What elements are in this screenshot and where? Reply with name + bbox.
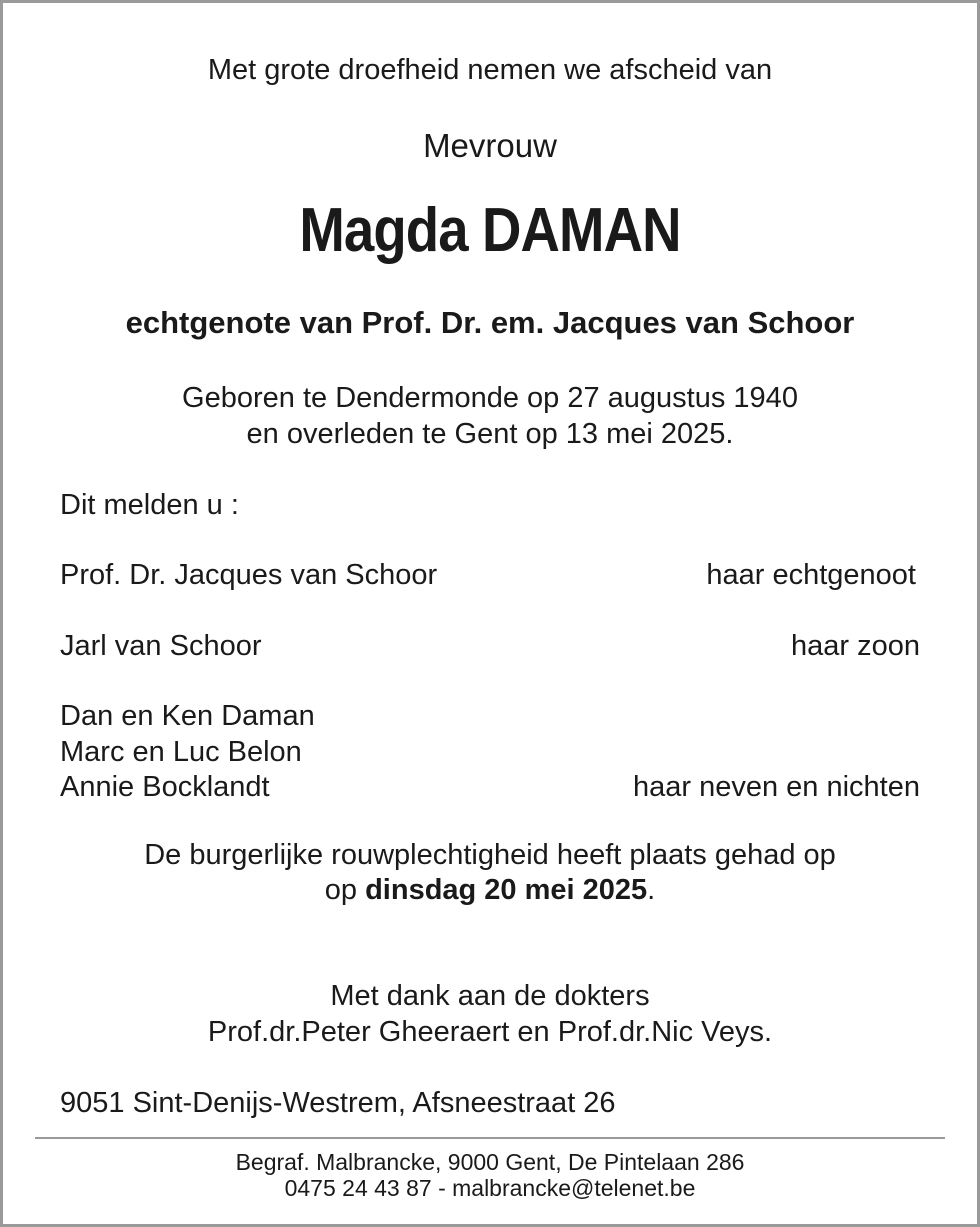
- thanks-line: Met dank aan de dokters: [330, 980, 650, 1012]
- family-member-name: Marc en Luc Belon: [60, 736, 302, 768]
- honorific-title: Mevrouw: [423, 127, 557, 164]
- undertaker-line: Begraf. Malbrancke, 9000 Gent, De Pintelaan 286: [235, 1149, 745, 1175]
- family-member-name: Jarl van Schoor: [60, 630, 262, 662]
- address: 9051 Sint-Denijs-Westrem, Afsneestraat 26: [60, 1087, 616, 1119]
- family-member-name: Dan en Ken Daman: [60, 700, 315, 732]
- family-member-relation: haar zoon: [791, 630, 920, 662]
- footer-divider: [35, 1137, 945, 1139]
- deceased-name: Magda DAMAN: [299, 196, 681, 265]
- announced-by-label: Dit melden u :: [60, 489, 239, 521]
- undertaker-contact: 0475 24 43 87 - malbrancke@telenet.be: [284, 1175, 696, 1201]
- ceremony-suffix: .: [647, 874, 656, 906]
- family-member-name: Prof. Dr. Jacques van Schoor: [60, 559, 438, 591]
- ceremony-prefix: op: [324, 874, 366, 906]
- spouse-line: echtgenote van Prof. Dr. em. Jacques van Schoor: [125, 305, 855, 340]
- family-member-name: Annie Bocklandt: [60, 771, 270, 803]
- family-member-relation: haar echtgenoot: [706, 559, 916, 591]
- ceremony-line: De burgerlijke rouwplechtigheid heeft plaats gehad op: [144, 839, 836, 871]
- intro-text: Met grote droefheid nemen we afscheid van: [207, 54, 773, 86]
- death-line: en overleden te Gent op 13 mei 2025.: [246, 418, 734, 450]
- birth-line: Geboren te Dendermonde op 27 augustus 1940: [182, 382, 798, 414]
- ceremony-date-line: [0, 872, 980, 908]
- ceremony-date: dinsdag 20 mei 2025: [365, 874, 648, 906]
- family-member-relation: haar neven en nichten: [633, 771, 920, 803]
- thanks-doctors: Prof.dr.Peter Gheeraert en Prof.dr.Nic Veys.: [207, 1016, 773, 1048]
